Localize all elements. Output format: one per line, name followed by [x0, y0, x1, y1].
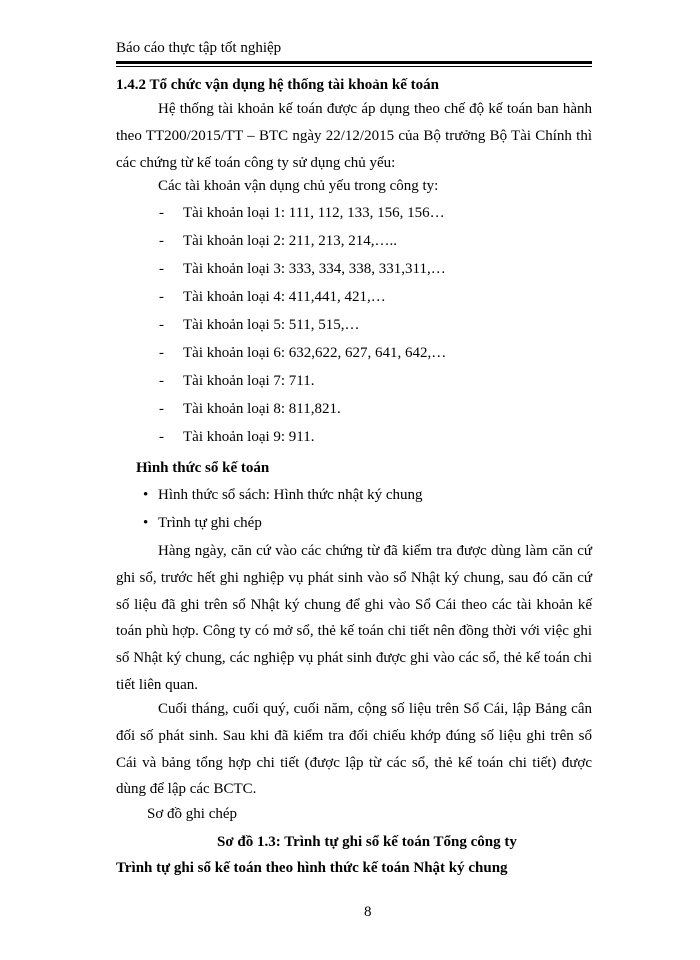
bullet-text: Trình tự ghi chép — [158, 515, 262, 531]
intro-paragraph: Hệ thống tài khoản kế toán được áp dụng theo chế độ kế toán ban hành theo TT200/2015/TT – BTC ngày 22/12/2015 của Bộ trưởng Bộ Tài Chính thì các chứng từ kế toán công ty sử dụng chủ yếu: — [116, 101, 592, 171]
account-text: Tài khoản loại 8: 811,821. — [183, 401, 341, 417]
header-title: Báo cáo thực tập tốt nghiệp — [116, 40, 282, 56]
dash-marker: - — [159, 233, 164, 249]
account-text: Tài khoản loại 4: 411,441, 421,… — [183, 289, 386, 305]
account-text: Tài khoản loại 6: 632,622, 627, 641, 642,… — [183, 345, 447, 361]
account-text: Tài khoản loại 7: 711. — [183, 373, 315, 389]
forms-heading: Hình thức sổ kế toán — [136, 460, 270, 476]
header-rule-thick — [116, 61, 592, 64]
accounts-intro: Các tài khoản vận dụng chủ yếu trong công ty: — [158, 178, 439, 194]
figure-subtitle: Trình tự ghi sổ kế toán theo hình thức kế toán Nhật ký chung — [116, 860, 508, 876]
account-text: Tài khoản loại 3: 333, 334, 338, 331,311,… — [183, 261, 446, 277]
bullet-marker: • — [143, 515, 149, 531]
bullet-marker: • — [143, 487, 149, 503]
header-rule-thin — [116, 66, 592, 67]
page-number: 8 — [364, 904, 372, 920]
account-text: Tài khoản loại 5: 511, 515,… — [183, 317, 360, 333]
figure-title: Sơ đồ 1.3: Trình tự ghi sổ kế toán Tổng công ty — [217, 834, 517, 850]
dash-marker: - — [159, 261, 164, 277]
paragraph-daily: Hàng ngày, căn cứ vào các chứng từ đã kiểm tra được dùng làm căn cứ ghi sổ, trước hết ghi nghiệp vụ phát sinh vào sổ Nhật ký chung, sau đó căn cứ số liệu đã ghi trên sổ Nhật ký chung để ghi vào Sổ Cái theo các tài khoản kế toán phù hợp. Công ty có mở sổ, thẻ kế toán chi tiết nên đồng thời với việc ghi sổ Nhật ký chung, các nghiệp vụ phát sinh được ghi vào các sổ, thẻ kế toán chi tiết liên quan. — [116, 543, 592, 693]
diagram-label: Sơ đồ ghi chép — [147, 806, 238, 822]
paragraph-periodic: Cuối tháng, cuối quý, cuối năm, cộng số liệu trên Sổ Cái, lập Bảng cân đối số phát sinh. Sau khi đã kiểm tra đối chiếu khớp đúng số liệu ghi trên sổ Cái và bảng tổng hợp chi tiết (được lập từ các sổ, thẻ kế toán chi tiết) được dùng để lập các BCTC. — [116, 701, 592, 798]
account-text: Tài khoản loại 2: 211, 213, 214,….. — [183, 233, 397, 249]
account-text: Tài khoản loại 9: 911. — [183, 429, 315, 445]
dash-marker: - — [159, 429, 164, 445]
dash-marker: - — [159, 345, 164, 361]
dash-marker: - — [159, 401, 164, 417]
dash-marker: - — [159, 289, 164, 305]
bullet-text: Hình thức sổ sách: Hình thức nhật ký chung — [158, 487, 423, 503]
dash-marker: - — [159, 205, 164, 221]
dash-marker: - — [159, 317, 164, 333]
account-text: Tài khoản loại 1: 111, 112, 133, 156, 156… — [183, 205, 445, 221]
section-heading: 1.4.2 Tổ chức vận dụng hệ thống tài khoản kế toán — [116, 77, 439, 93]
dash-marker: - — [159, 373, 164, 389]
